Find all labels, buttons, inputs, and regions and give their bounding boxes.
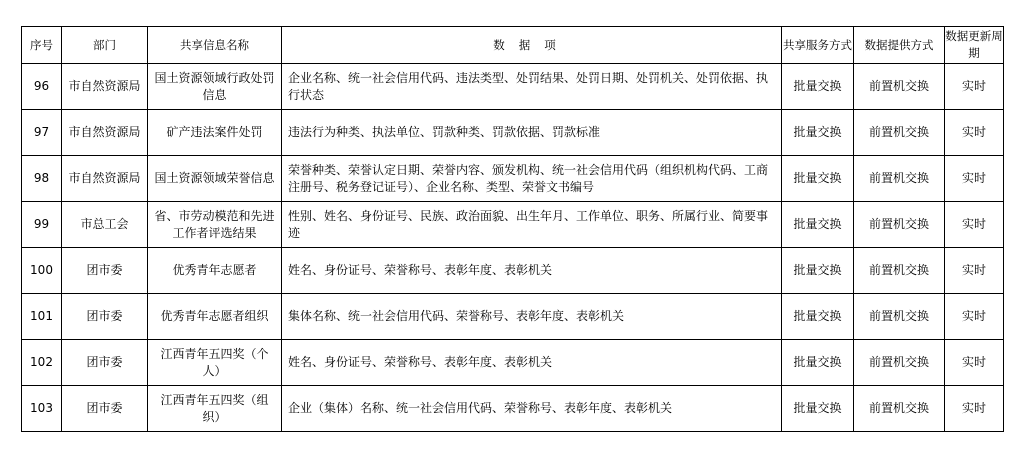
cell-update-cycle: 实时 <box>945 294 1004 340</box>
header-dept: 部门 <box>62 27 148 64</box>
cell-info-name: 国土资源领域荣誉信息 <box>148 156 282 202</box>
cell-provide-method: 前置机交换 <box>854 248 945 294</box>
table-row <box>22 110 1004 156</box>
cell-share-method: 批量交换 <box>782 110 854 156</box>
cell-data-items: 性别、姓名、身份证号、民族、政治面貌、出生年月、工作单位、职务、所属行业、简要事迹 <box>282 202 782 248</box>
cell-share-method: 批量交换 <box>782 248 854 294</box>
cell-data-items: 姓名、身份证号、荣誉称号、表彰年度、表彰机关 <box>282 340 782 386</box>
header-data-items: 数据项 <box>282 27 782 64</box>
cell-info-name: 国土资源领域行政处罚信息 <box>148 64 282 110</box>
cell-provide-method: 前置机交换 <box>854 386 945 432</box>
cell-data-items: 企业名称、统一社会信用代码、违法类型、处罚结果、处罚日期、处罚机关、处罚依据、执行状态 <box>282 64 782 110</box>
header-seq: 序号 <box>22 27 62 64</box>
cell-data-items: 荣誉种类、荣誉认定日期、荣誉内容、颁发机构、统一社会信用代码（组织机构代码、工商注册号、税务登记证号）、企业名称、类型、荣誉文书编号 <box>282 156 782 202</box>
cell-update-cycle: 实时 <box>945 386 1004 432</box>
table-row <box>22 202 1004 248</box>
cell-update-cycle: 实时 <box>945 340 1004 386</box>
cell-update-cycle: 实时 <box>945 64 1004 110</box>
cell-update-cycle: 实时 <box>945 202 1004 248</box>
cell-seq: 99 <box>22 202 62 248</box>
cell-dept: 市总工会 <box>62 202 148 248</box>
cell-provide-method: 前置机交换 <box>854 340 945 386</box>
cell-share-method: 批量交换 <box>782 202 854 248</box>
cell-dept: 市自然资源局 <box>62 64 148 110</box>
header-provide-method: 数据提供方式 <box>854 27 945 64</box>
cell-share-method: 批量交换 <box>782 64 854 110</box>
table-header-row <box>22 27 1004 64</box>
cell-provide-method: 前置机交换 <box>854 156 945 202</box>
cell-share-method: 批量交换 <box>782 340 854 386</box>
cell-provide-method: 前置机交换 <box>854 294 945 340</box>
cell-update-cycle: 实时 <box>945 156 1004 202</box>
cell-seq: 98 <box>22 156 62 202</box>
cell-dept: 团市委 <box>62 386 148 432</box>
cell-seq: 102 <box>22 340 62 386</box>
cell-info-name: 省、市劳动模范和先进工作者评选结果 <box>148 202 282 248</box>
cell-share-method: 批量交换 <box>782 156 854 202</box>
cell-dept: 市自然资源局 <box>62 110 148 156</box>
data-sharing-table <box>21 26 1004 432</box>
table-row <box>22 64 1004 110</box>
cell-dept: 市自然资源局 <box>62 156 148 202</box>
cell-provide-method: 前置机交换 <box>854 64 945 110</box>
cell-info-name: 优秀青年志愿者组织 <box>148 294 282 340</box>
table-row <box>22 156 1004 202</box>
header-info-name: 共享信息名称 <box>148 27 282 64</box>
cell-dept: 团市委 <box>62 294 148 340</box>
cell-update-cycle: 实时 <box>945 110 1004 156</box>
cell-seq: 103 <box>22 386 62 432</box>
table-row <box>22 340 1004 386</box>
header-share-method: 共享服务方式 <box>782 27 854 64</box>
table-row <box>22 294 1004 340</box>
cell-dept: 团市委 <box>62 340 148 386</box>
cell-info-name: 江西青年五四奖（个人） <box>148 340 282 386</box>
cell-share-method: 批量交换 <box>782 386 854 432</box>
cell-info-name: 江西青年五四奖（组织） <box>148 386 282 432</box>
data-sharing-table-container <box>21 26 1004 432</box>
cell-update-cycle: 实时 <box>945 248 1004 294</box>
cell-data-items: 集体名称、统一社会信用代码、荣誉称号、表彰年度、表彰机关 <box>282 294 782 340</box>
cell-data-items: 企业（集体）名称、统一社会信用代码、荣誉称号、表彰年度、表彰机关 <box>282 386 782 432</box>
cell-info-name: 优秀青年志愿者 <box>148 248 282 294</box>
cell-seq: 96 <box>22 64 62 110</box>
cell-provide-method: 前置机交换 <box>854 110 945 156</box>
cell-seq: 101 <box>22 294 62 340</box>
cell-provide-method: 前置机交换 <box>854 202 945 248</box>
cell-seq: 97 <box>22 110 62 156</box>
table-row <box>22 386 1004 432</box>
cell-data-items: 违法行为种类、执法单位、罚款种类、罚款依据、罚款标准 <box>282 110 782 156</box>
cell-share-method: 批量交换 <box>782 294 854 340</box>
header-update-cycle: 数据更新周期 <box>945 27 1004 64</box>
cell-seq: 100 <box>22 248 62 294</box>
table-row <box>22 248 1004 294</box>
cell-info-name: 矿产违法案件处罚 <box>148 110 282 156</box>
cell-dept: 团市委 <box>62 248 148 294</box>
cell-data-items: 姓名、身份证号、荣誉称号、表彰年度、表彰机关 <box>282 248 782 294</box>
